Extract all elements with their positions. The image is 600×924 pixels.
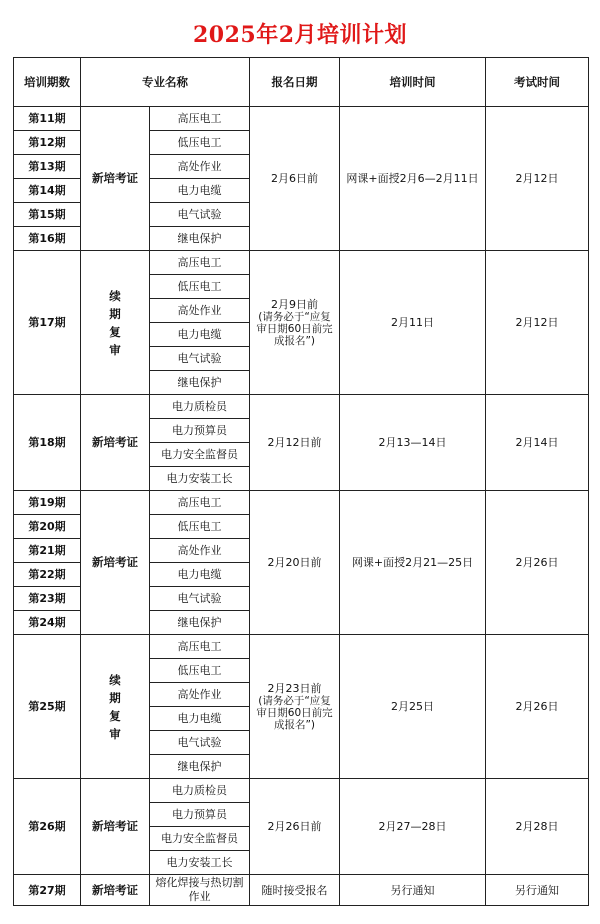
- signup-cell: [250, 635, 340, 779]
- exam-cell: 另行通知: [486, 875, 589, 906]
- subject-cell: 电气试验: [150, 731, 250, 755]
- subject-cell: 电力质检员: [150, 779, 250, 803]
- subject-cell: 高处作业: [150, 683, 250, 707]
- subject-cell: 高处作业: [150, 539, 250, 563]
- training-cell: 网课+面授2月6—2月11日: [340, 107, 486, 251]
- subject-cell: [150, 875, 250, 906]
- period-cell: 第11期: [14, 107, 81, 131]
- period-cell: 第15期: [14, 203, 81, 227]
- kind-cell: 新培考证: [81, 875, 150, 906]
- header-major: 专业名称: [81, 58, 250, 107]
- period-cell: 第27期: [14, 875, 81, 906]
- subject-cell: 高压电工: [150, 635, 250, 659]
- header-exam: 考试时间: [486, 58, 589, 107]
- table-row: [14, 779, 589, 803]
- header-period: 培训期数: [14, 58, 81, 107]
- signup-date: 2月9日前: [271, 298, 318, 311]
- table-row: [14, 107, 589, 131]
- subject-label: 熔化焊接与热切割作业: [155, 876, 244, 903]
- subject-cell: 电力安全监督员: [150, 827, 250, 851]
- exam-cell: 2月12日: [486, 107, 589, 251]
- kind-cell: 新培考证: [81, 107, 150, 251]
- period-cell: 第24期: [14, 611, 81, 635]
- kind-cell: 新培考证: [81, 395, 150, 491]
- signup-cell: 2月20日前: [250, 491, 340, 635]
- exam-cell: 2月12日: [486, 251, 589, 395]
- period-cell: 第26期: [14, 779, 81, 875]
- period-cell: 第18期: [14, 395, 81, 491]
- subject-cell: 电力质检员: [150, 395, 250, 419]
- training-cell: 2月27—28日: [340, 779, 486, 875]
- signup-cell: 2月6日前: [250, 107, 340, 251]
- period-cell: 第19期: [14, 491, 81, 515]
- subject-cell: 电力电缆: [150, 563, 250, 587]
- signup-cell: 2月12日前: [250, 395, 340, 491]
- subject-cell: 高处作业: [150, 299, 250, 323]
- subject-cell: 电力电缆: [150, 179, 250, 203]
- table-row: [14, 395, 589, 419]
- subject-cell: 继电保护: [150, 227, 250, 251]
- exam-cell: 2月26日: [486, 635, 589, 779]
- subject-cell: 低压电工: [150, 275, 250, 299]
- period-cell: 第21期: [14, 539, 81, 563]
- signup-cell: [250, 251, 340, 395]
- period-cell: 第13期: [14, 155, 81, 179]
- kind-label: 续期复审: [109, 288, 121, 357]
- subject-cell: 电气试验: [150, 347, 250, 371]
- period-cell: 第12期: [14, 131, 81, 155]
- kind-cell: [81, 251, 150, 395]
- training-cell: 2月25日: [340, 635, 486, 779]
- subject-cell: 电力安装工长: [150, 851, 250, 875]
- table-row: [14, 635, 589, 659]
- subject-cell: 电力预算员: [150, 419, 250, 443]
- training-schedule-table: [13, 57, 589, 906]
- period-cell: 第22期: [14, 563, 81, 587]
- subject-cell: 电力电缆: [150, 323, 250, 347]
- kind-cell: 新培考证: [81, 491, 150, 635]
- subject-cell: 电力预算员: [150, 803, 250, 827]
- subject-cell: 继电保护: [150, 371, 250, 395]
- exam-cell: 2月14日: [486, 395, 589, 491]
- subject-cell: 电力安装工长: [150, 467, 250, 491]
- subject-cell: 电气试验: [150, 587, 250, 611]
- kind-label: 续期复审: [109, 672, 121, 741]
- training-cell: 另行通知: [340, 875, 486, 906]
- subject-cell: 继电保护: [150, 755, 250, 779]
- table-row: [14, 875, 589, 906]
- header-training: 培训时间: [340, 58, 486, 107]
- kind-cell: [81, 635, 150, 779]
- subject-cell: 高压电工: [150, 251, 250, 275]
- subject-cell: 低压电工: [150, 131, 250, 155]
- signup-note: (请务必于“应复审日期60日前完成报名”): [256, 311, 333, 347]
- period-cell: 第23期: [14, 587, 81, 611]
- table-row: [14, 251, 589, 275]
- period-cell: 第14期: [14, 179, 81, 203]
- page-title: 2025年2月培训计划: [192, 22, 408, 48]
- subject-cell: 电力电缆: [150, 707, 250, 731]
- period-cell: 第16期: [14, 227, 81, 251]
- period-cell: 第20期: [14, 515, 81, 539]
- exam-cell: 2月28日: [486, 779, 589, 875]
- header-signup: 报名日期: [250, 58, 340, 107]
- table-header-row: [14, 58, 589, 107]
- subject-cell: 高压电工: [150, 491, 250, 515]
- subject-cell: 低压电工: [150, 515, 250, 539]
- period-cell: 第25期: [14, 635, 81, 779]
- period-cell: 第17期: [14, 251, 81, 395]
- signup-date: 2月23日前: [267, 682, 322, 695]
- table-row: [14, 491, 589, 515]
- training-cell: 2月11日: [340, 251, 486, 395]
- subject-cell: 低压电工: [150, 659, 250, 683]
- subject-cell: 继电保护: [150, 611, 250, 635]
- training-cell: 2月13—14日: [340, 395, 486, 491]
- subject-cell: 电气试验: [150, 203, 250, 227]
- kind-cell: 新培考证: [81, 779, 150, 875]
- signup-cell: 2月26日前: [250, 779, 340, 875]
- subject-cell: 高处作业: [150, 155, 250, 179]
- training-cell: 网课+面授2月21—25日: [340, 491, 486, 635]
- signup-note: (请务必于“应复审日期60日前完成报名”): [256, 695, 333, 731]
- signup-cell: 随时接受报名: [250, 875, 340, 906]
- exam-cell: 2月26日: [486, 491, 589, 635]
- subject-cell: 电力安全监督员: [150, 443, 250, 467]
- subject-cell: 高压电工: [150, 107, 250, 131]
